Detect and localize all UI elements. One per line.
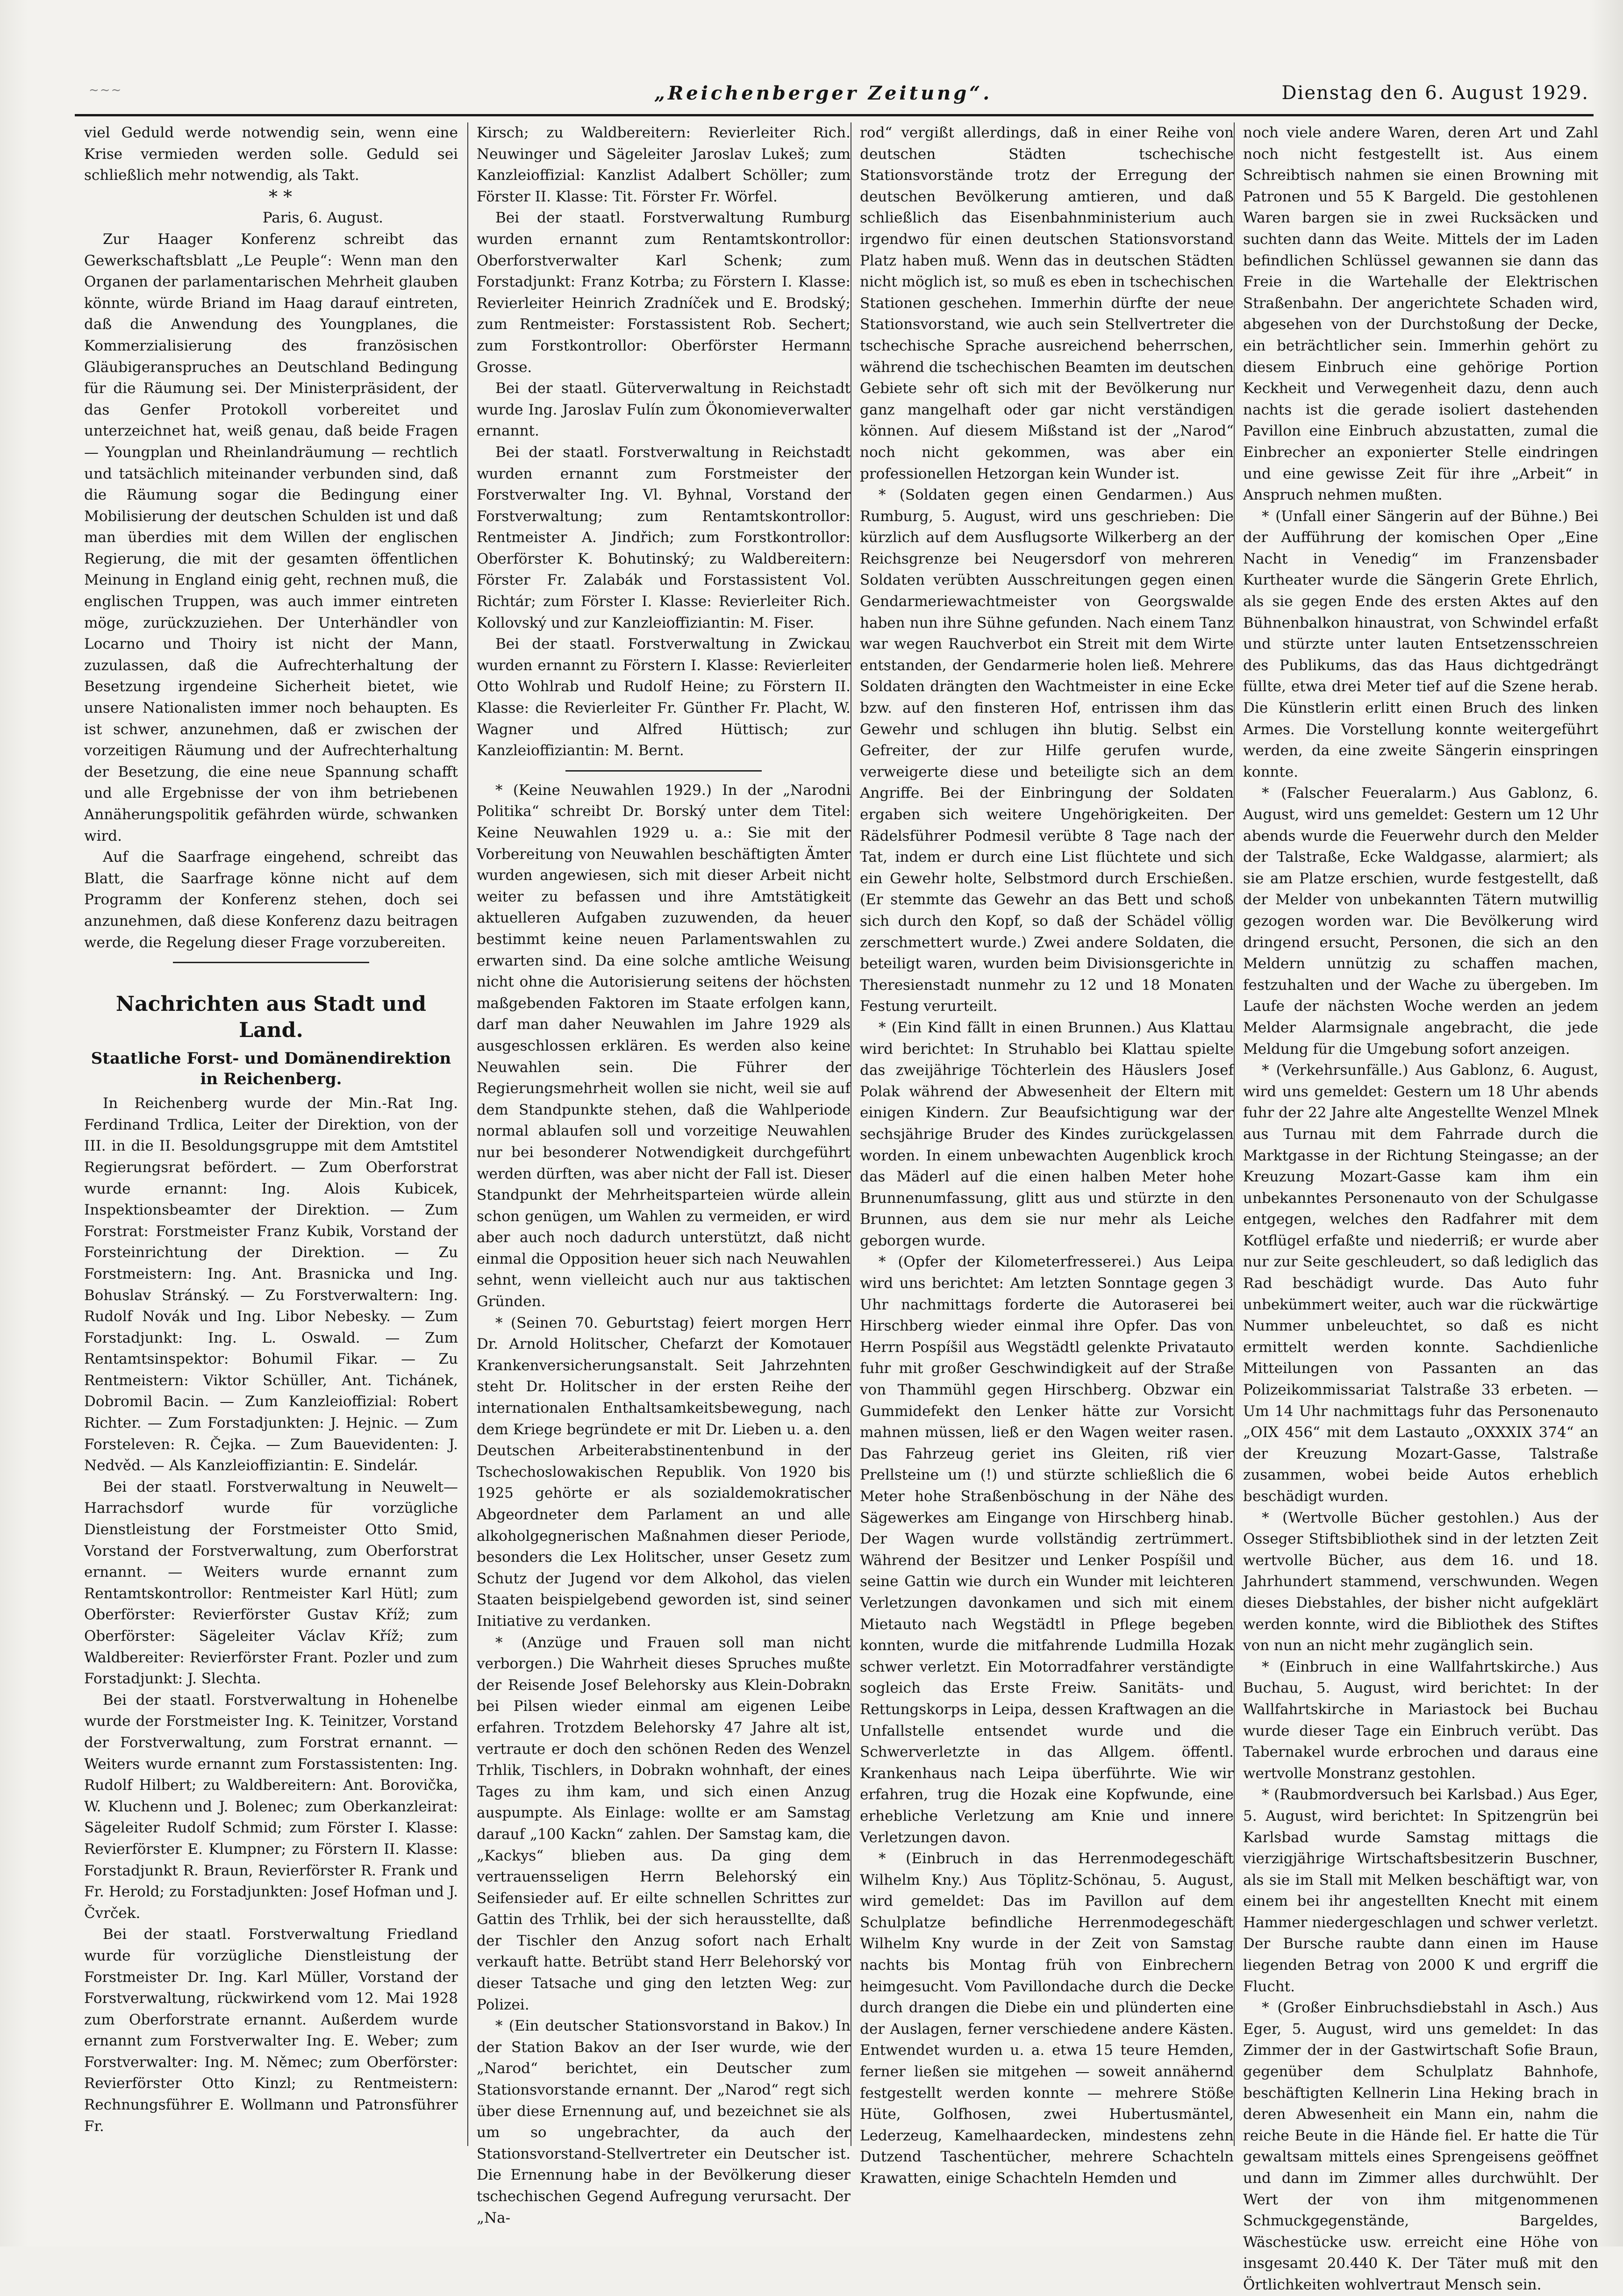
article-paragraph: Bei der staatl. Forstverwaltung Friedland wurde für vorzügliche Dienstleistung der Forstmeister Dr. Ing. Karl Müller, Vorstand der Forstverwaltung, rückwirkend vom 12. Mai 1928 zum Oberforstrate ernannt. Außerdem wurde ernannt zum Forstverwalter Ing. E. Weber; zum Forstverwalter: Ing. M. Němec; zum Oberförster: Revierförster Otto Kinzl; zu Rentmeistern: Rechnungsführer E. Wollmann und Patronsführer Fr. <box>84 1926 458 2135</box>
news-item: rod“ vergißt allerdings, daß in einer Reihe von deutschen Städten tschechische Stationsvorstände trotz der Erregung der deutschen Bevölkerung amtieren, und daß schließlich das Eisenbahnministerium auch irgendwo für einen deutschen Stationsvorstand Platz haben muß. Wenn das in deutschen Städten nicht möglich ist, so muß es eben in tschechischen Stationen geschehen. Immerhin dürfte der neue Stationsvorstand, wie auch sein Stellvertreter die tschechische Sprache ausreichend beherrschen, während die tschechischen Beamten im deutschen Gebiete sehr oft sich mit der Bevölkerung nur ganz mangelhaft oder gar nicht verständigen können. Auf diesem Mißstand ist der „Narod“ noch nicht gekommen, was aber ein professionellen Hetzorgan kein Wunder ist. <box>860 124 1234 482</box>
news-item: * (Keine Neuwahlen 1929.) In der „Narodni Politika“ schreibt Dr. Borský unter dem Titel: Keine Neuwahlen 1929 u. a.: Sie mit der Vorbereitung von Neuwahlen beschäftigten Ämter wurden angewiesen, sich mit dieser Arbeit nicht weiter zu befassen und ihre Amtstätigkeit aktuelleren Aufgaben zuzuwenden, da heuer bestimmt keine neuen Parlamentswahlen zu erwarten sind. Da eine solche amtliche Weisung nicht ohne die Autorisierung seitens der höchsten maßgebenden Faktoren im Staate erfolgen kann, darf man daher Neuwahlen im Jahre 1929 als ausgeschlossen erklären. Es werden also keine Neuwahlen sein. Die Führer der Regierungsmehrheit wollen sie nicht, weil sie auf dem Standpunkte stehen, daß die Wahlperiode normal ablaufen soll und vorzeitige Neuwahlen nur bei besonderer Notwendigkeit durchgeführt werden dürften, was aber nicht der Fall ist. Dieser Standpunkt der Mehrheitsparteien würde allein schon genügen, um Wahlen zu vermeiden, er wird aber auch noch dadurch unterstützt, daß nicht einmal die Opposition heuer sich nach Neuwahlen sehnt, wenn vielleicht auch nur aus taktischen Gründen. <box>477 781 851 1310</box>
issue-date: Dienstag den 6. August 1929. <box>1281 82 1589 104</box>
column-4 <box>1243 122 1598 2293</box>
column-divider <box>1234 122 1235 2146</box>
article-paragraph: viel Geduld werde notwendig sein, wenn eine Krise vermieden werden solle. Geduld sei schließlich mehr notwendig, als Takt. <box>84 124 458 184</box>
article-paragraph: Bei der staatl. Forstverwaltung in Hohenelbe wurde der Forstmeister Ing. K. Teinitzer, Vorstand der Forstverwaltung, zum Forstrat ernannt. — Weiters wurde ernannt zum Forstassistenten: Ing. Rudolf Hilbert; zu Waldbereitern: Ant. Borovička, W. Kluchenn und J. Bolenec; zum Oberkanzleirat: Sägeleiter Rudolf Schmid; zum Förster I. Klasse: Revierförster E. Klumpner; zu Förstern II. Klasse: Forstadjunkt R. Braun, Revierförster R. Frank und Fr. Herold; zu Forstadjunkten: Josef Hofman und J. Čvrček. <box>84 1691 458 1922</box>
article-paragraph: Bei der staatl. Forstverwaltung Rumburg wurden ernannt zum Rentamtskontrollor: Oberforstverwalter Karl Schenk; zum Forstadjunkt: Franz Kotrba; zu Förstern I. Klasse: Revierleiter Heinrich Zradníček und E. Brodský; zum Rentmeister: Forstassistent Rob. Sechert; zum Forstkontrollor: Oberförster Hermann Grosse. <box>477 209 851 376</box>
article-paragraph: Bei der staatl. Forstverwaltung in Neuwelt—Harrachsdorf wurde für vorzügliche Dienstleistung der Forstmeister Otto Smid, Vorstand der Forstverwaltung, zum Oberforstrat ernannt. — Weiters wurde ernannt zum Rentamtskontrollor: Rentmeister Karl Hütl; zum Oberförster: Revierförster Gustav Kříž; zum Oberförster: Sägeleiter Václav Kříž; zum Waldbereiter: Revierförster Frant. Pozler und zum Forstadjunkt: J. Slechta. <box>84 1478 458 1688</box>
article-paragraph: In Reichenberg wurde der Min.-Rat Ing. Ferdinand Trdlica, Leiter der Direktion, von der III. in die II. Besoldungsgruppe mit dem Amtstitel Regierungsrat befördert. — Zum Oberforstrat wurde ernannt: Ing. Alois Kubicek, Inspektionsbeamter der Direktion. — Zum Forstrat: Forstmeister Franz Kubik, Vorstand der Forsteinrichtung der Direktion. — Zu Forstmeistern: Ing. Ant. Brasnicka und Ing. Bohuslav Stránský. — Zu Forstverwaltern: Ing. Rudolf Novák und Ing. Libor Nebesky. — Zum Forstadjunkt: Ing. L. Oswald. — Zum Rentamtsinspektor: Bohumil Fikar. — Zu Rentmeistern: Viktor Schüller, Ant. Tichánek, Dobromil Bacin. — Zum Kanzleioffizial: Robert Richter. — Zum Forstadjunkten: J. Hejnic. — Zum Forsteleven: R. Čejka. — Zum Bauevidenten: J. Nedvěd. — Als Kanzleioffiziantin: E. Sindelár. <box>84 1095 458 1474</box>
article-paragraph: Bei der staatl. Forstverwaltung in Zwickau wurden ernannt zu Förstern I. Klasse: Revierleiter Otto Wohlrab und Rudolf Heine; zu Förstern II. Klasse: die Revierleiter Fr. Günther Fr. Placht, W. Wagner und Alfred Hüttisch; zur Kanzleioffiziantin: M. Bernt. <box>477 636 851 759</box>
news-item: noch viele andere Waren, deren Art und Zahl noch nicht festgestellt ist. Aus einem Schreibtisch nahmen sie einen Browning mit Patronen und 55 K Bargeld. Die gestohlenen Waren bargen sie in zwei Rucksäcken und suchten dann das Weite. Mittels der im Laden befindlichen Schlüssel gewannen sie dann das Freie in die Wartehalle der Elektrischen Straßenbahn. Der angerichtete Schaden wird, abgesehen von der Durchstoßung der Decke, ein beträchtlicher sein. Immerhin gehört zu diesem Einbruch eine gehörige Portion Keckheit und Verwegenheit dazu, denn auch nachts ist die gerade isoliert dastehenden Pavillon eine Einbruch abzustatten, zumal die Einbrecher an exponierter Stelle eindringen und eine gewisse Zeit für ihre „Arbeit“ in Anspruch nehmen mußten. <box>1243 124 1598 504</box>
separator-rule <box>173 962 369 963</box>
news-item: * (Falscher Feueralarm.) Aus Gablonz, 6. August, wird uns gemeldet: Gestern um 12 Uhr abends wurde die Feuerwehr durch den Melder der Talstraße, Ecke Waldgasse, alarmiert; als sie am Platze erschien, wurde festgestellt, daß der Melder von unbekannten Tätern mutwillig gezogen worden war. Die Bevölkerung wird dringend ersucht, Personen, die sich an den Meldern unnützig zu schaffen machen, festzuhalten und der Wache zu übergeben. Im Laufe der nächsten Woche werden an jedem Melder Alarmsignale angebracht, die jede Meldung für die Umgebung sofort anzeigen. <box>1243 785 1598 1058</box>
column-divider <box>467 122 468 2146</box>
news-item: * (Einbruch in das Herrenmodegeschäft Wilhelm Kny.) Aus Töplitz-Schönau, 5. August, wird gemeldet: Das im Pavillon auf dem Schulplatze befindliche Herrenmodegeschäft Wilhelm Kny wurde in der Zeit von Samstag nachts bis Montag früh von Einbrechern heimgesucht. Vom Pavillondache durch die Decke durch drangen die Diebe ein und plünderten eine der Auslagen, ferner verschiedene andere Kästen. Entwendet wurden u. a. etwa 15 teure Hemden, ferner ließen sie mitgehen — soweit annähernd festgestellt werden konnte — mehrere Stöße Hüte, Golfhosen, zwei Hubertusmäntel, Lederzeug, Kamelhaardecken, mindestens zehn Dutzend Taschentücher, mehrere Schachteln Krawatten, einige Schachteln Hemden und <box>860 1850 1234 2187</box>
article-paragraph: Bei der staatl. Güterverwaltung in Reichstadt wurde Ing. Jaroslav Fulín zum Ökonomieverwalter ernannt. <box>477 380 851 440</box>
dateline: Paris, 6. August. <box>262 209 383 227</box>
news-item: * (Seinen 70. Geburtstag) feiert morgen Herr Dr. Arnold Holitscher, Chefarzt der Komotauer Krankenversicherungsanstalt. Seit Jahrzehnten steht Dr. Holitscher in der ersten Reihe der internationalen Enthaltsamkeitsbewegung, nach dem Kriege begründete er mit Dr. Lieben u. a. den Deutschen Arbeiterabstinentenbund in der Tschechoslowakischen Republik. Von 1920 bis 1925 gehörte er als sozialdemokratischer Abgeordneter dem Parlament an und alle alkoholgegnerischen Maßnahmen dieser Periode, besonders die Lex Holitscher, unser Gesetz zum Schutz der Jugend vor dem Alkohol, das vielen Staaten beispielgebend geworden ist, sind seiner Initiative zu verdanken. <box>477 1314 851 1630</box>
news-item: * (Ein Kind fällt in einen Brunnen.) Aus Klattau wird berichtet: In Struhablo bei Klattau spielte das zweijährige Töchterlein des Häuslers Josef Polak während der Abwesenheit der Eltern mit einigen Kindern. Zur Beaufsichtigung war der sechsjährige Bruder des Kindes zurückgelassen worden. In einem unbewachten Augenblick kroch das Mäderl auf die einen halben Meter hohe Brunnenumfassung, glitt aus und stürzte in den Brunnen, aus dem sie nur mehr als Leiche geborgen wurde. <box>860 1019 1234 1249</box>
news-item: * (Verkehrsunfälle.) Aus Gablonz, 6. August, wird uns gemeldet: Gestern um 18 Uhr abends fuhr der 22 Jahre alte Angestellte Wenzel Mlnek aus Turnau mit dem Fahrrade durch die Marktgasse in der Richtung Steingasse; an der Kreuzung Mozart-Gasse kam ihm ein unbekanntes Personenauto von der Schulgasse entgegen, welches den Radfahrer mit dem Kotflügel erfaßte und niederriß; er wurde aber nur zur Seite geschleudert, so daß lediglich das Rad beschädigt wurde. Das Auto fuhr unbekümmert weiter, auch war die rückwärtige Nummer unbeleuchtet, so daß es nicht ermittelt werden konnte. Sachdienliche Mitteilungen von Passanten an das Polizeikommissariat Talstraße 33 erbeten. — Um 14 Uhr nachmittags fuhr das Personenauto „OIX 456“ mit dem Lastauto „OXXXIX 374“ an der Kreuzung Mozart-Gasse, Talstraße zusammen, wobei beide Autos erheblich beschädigt wurden. <box>1243 1062 1598 1505</box>
news-item: * (Opfer der Kilometerfresserei.) Aus Leipa wird uns berichtet: Am letzten Sonntage gegen 3 Uhr nachmittags forderte die Autoraserei bei Hirschberg wieder einmal ihre Opfer. Das von Herrn Pospíšil aus Wegstädtl gelenkte Privatauto fuhr mit großer Geschwindigkeit auf der Straße von Thammühl gegen Hirschberg. Obzwar ein Gummidefekt den Lenker hätte zur Vorsicht mahnen müssen, ließ er den Wagen weiter rasen. Das Fahrzeug geriet ins Gleiten, riß vier Prellsteine um (!) und stürzte schließlich die 6 Meter hohe Straßenböschung in der Nähe des Sägewerkes am Eingange von Hirschberg hinab. Der Wagen wurde vollständig zertrümmert. Während der Besitzer und Lenker Pospíšil und seine Gattin wie durch ein Wunder mit leichteren Verletzungen davonkamen und sich mit einem Mietauto nach Wegstädtl in Pflege begeben konnten, wurde die mitfahrende Ludmilla Hozak schwer verletzt. Ein Motorradfahrer verständigte sogleich das Erste Freiw. Sanitäts- und Rettungskorps in Leipa, dessen Kraftwagen an die Unfallstelle entsendet wurde und die Schwerverletzte in das Allgem. öffentl. Krankenhaus nach Leipa überführte. Wie wir erfahren, trug die Hozak eine Kopfwunde, eine erhebliche Verletzung am Knie und innere Verletzungen davon. <box>860 1253 1234 1846</box>
column-3 <box>860 122 1234 2200</box>
section-stars: * * <box>268 186 293 207</box>
column-2 <box>477 122 851 2226</box>
news-item: * (Großer Einbruchsdiebstahl in Asch.) Aus Eger, 5. August, wird uns gemeldet: In das Zimmer der in der Gastwirtschaft Sofie Braun, gegenüber dem Schulplatz Bahnhofe, beschäftigten Kellnerin Lina Heking brach in deren Abwesenheit ein Mann ein, nahm die reiche Beute in die Hände fiel. Er hatte die Tür gewaltsam mittels eines Sprengeisens geöffnet und dann im Zimmer alles durchwühlt. Der Wert der von ihm mitgenommenen Schmuckgegenstände, Bargeldes, Wäschestücke usw. erreicht eine Höhe von insgesamt 20.440 K. Der Täter muß mit den Örtlichkeiten wohlvertraut Mensch sein. <box>1243 1999 1598 2293</box>
news-item: * (Unfall einer Sängerin auf der Bühne.) Bei der Aufführung der komischen Oper „Eine Nacht in Venedig“ im Franzensbader Kurtheater wurde die Sängerin Grete Ehrlich, als sie gegen Ende des ersten Aktes auf den Bühnenbalkon hinaustrat, von Schwindel erfaßt und stürzte unter lauten Entsetzensschreien des Publikums, das das Haus dichtgedrängt füllte, etwa drei Meter tief auf die Szene herab. Die Künstlerin erlitt einen Bruch des linken Armes. Die Vorstellung konnte weitergeführt werden, da eine zweite Sängerin einspringen konnte. <box>1243 508 1598 780</box>
page-header <box>70 79 1598 111</box>
section-subtitle: Staatliche Forst- und Domänendirektion in Reichenberg. <box>91 1049 451 1089</box>
header-mark: ~~~ <box>89 83 122 97</box>
column-1 <box>84 122 458 2200</box>
news-item: * (Wertvolle Bücher gestohlen.) Aus der Osseger Stiftsbibliothek sind in der letzten Zeit wertvolle Bücher, aus dem 16. und 18. Jahrhundert stammend, verschwunden. Wegen dieses Diebstahles, der bisher nicht aufgeklärt werden konnte, wird die Bibliothek des Stiftes von nun an nicht mehr zugänglich sein. <box>1243 1509 1598 1654</box>
separator-rule <box>565 770 762 772</box>
news-item: * (Raubmordversuch bei Karlsbad.) Aus Eger, 5. August, wird berichtet: In Spitzengrün bei Karlsbad wurde Samstag mittags die vierzigjährige Wirtschaftsbesitzerin Buschner, als sie im Stall mit Melken beschäftigt war, von einem bei ihr angestellten Knecht mit einem Hammer niedergeschlagen und schwer verletzt. Der Bursche raubte dann einen im Hause liegenden Betrag von 2000 K und ergriff die Flucht. <box>1243 1786 1598 1995</box>
header-rule <box>75 114 1594 116</box>
news-item: * (Ein deutscher Stationsvorstand in Bakov.) In der Station Bakov an der Iser wurde, wie der „Narod“ berichtet, ein Deutscher zum Stationsvorstande ernannt. Der „Narod“ regt sich über diese Ernennung auf, und bezeichnet sie als um so ungebrachter, da auch der Stationsvorstand-Stellvertreter ein Deutscher ist. Die Ernennung habe in der Bevölkerung dieser tschechischen Gegend Aufregung verursacht. Der „Na- <box>477 2017 851 2226</box>
article-paragraph: Bei der staatl. Forstverwaltung in Reichstadt wurden ernannt zum Forstmeister der Forstverwalter Ing. Vl. Byhnal, Vorstand der Forstverwaltung; zum Rentamtskontrollor: Rentmeister A. Jindřich; zum Forstkontrollor: Oberförster K. Bohutinský; zu Waldbereitern: Förster Fr. Zalabák und Forstassistent Vol. Richtár; zum Förster I. Klasse: Revierleiter Rich. Kollovský und zur Kanzleioffiziantin: M. Fiser. <box>477 443 851 631</box>
newspaper-name: „Reichenberger Zeitung“. <box>654 82 993 104</box>
news-item: * (Soldaten gegen einen Gendarmen.) Aus Rumburg, 5. August, wird uns geschrieben: Die kürzlich auf dem Ausflugsorte Wilkerberg an der Reichsgrenze bei Neugersdorf von mehreren Soldaten verübten Ausschreitungen gegen einen Gendarmeriewachtmeister von Georgswalde haben nun ihre Sühne gefunden. Nach einem Tanz war wegen Rauchverbot ein Streit mit dem Wirte entstanden, der Gendarmerie holen ließ. Mehrere Soldaten drängten den Wachtmeister in eine Ecke bzw. auf den finsteren Hof, entrissen ihm das Gewehr und schlugen ihn blutig. Selbst ein Gefreiter, der zur Hilfe gerufen wurde, verweigerte diese und beteiligte sich an dem Angriffe. Bei der Einbringung der Soldaten ergaben sich weitere Ungehörigkeiten. Der Rädelsführer Podmesil verübte 8 Tage nach der Tat, indem er durch eine List flüchtete und sich ein Gewehr holte, Selbstmord durch Erschießen. (Er stemmte das Gewehr an das Bett und schoß sich durch den Kopf, so daß der Schädel völlig zerschmettert wurde.) Zwei andere Soldaten, die beteiligt waren, wurden beim Divisionsgerichte in Theresienstadt nunmehr zu 12 und 18 Monaten Festung verurteilt. <box>860 486 1234 1015</box>
article-paragraph: Kirsch; zu Waldbereitern: Revierleiter Rich. Neuwinger und Sägeleiter Jaroslav Lukeš; zum Kanzleioffizial: Kanzlist Adalbert Schöller; zum Förster II. Klasse: Tit. Förster Fr. Wörfel. <box>477 124 851 205</box>
news-item: * (Anzüge und Frauen soll man nicht verborgen.) Die Wahrheit dieses Spruches mußte der Reisende Josef Belehorsky aus Klein-Dobrakn bei Pilsen wieder einmal am eigenen Leibe erfahren. Trotzdem Belehorsky 47 Jahre alt ist, vertraute er doch den schönen Reden des Wenzel Trhlik, Tischlers, in Dobrakn wohnhaft, der eines Tages zu ihm kam, und sich einen Anzug auspumpte. Als Einlage: wollte er am Samstag darauf „100 Kackn“ zahlen. Der Samstag kam, die „Kackys“ blieben aus. Da ging dem vertrauensseligen Herrn Belehorský ein Seifensieder auf. Er eilte schnellen Schrittes zur Gattin des Trhlik, bei der sich herausstellte, daß der Tischler den Anzug sofort nach Erhalt verkauft hatte. Betrübt stand Herr Belehorský vor dieser Tatsache und ging den letzten Weg: zur Polizei. <box>477 1634 851 2013</box>
section-title: Nachrichten aus Stadt und Land. <box>115 992 427 1043</box>
news-item: * (Einbruch in eine Wallfahrtskirche.) Aus Buchau, 5. August, wird berichtet: In der Wallfahrtskirche in Mariastock bei Buchau wurde dieser Tage ein Einbruch verübt. Das Tabernakel wurde erbrochen und daraus eine wertvolle Monstranz gestohlen. <box>1243 1658 1598 1782</box>
article-paragraph: Auf die Saarfrage eingehend, schreibt das Blatt, die Saarfrage könne nicht auf dem Programm der Konferenz stehen, doch sei anzunehmen, daß diese Konferenz dazu beitragen werde, die Regelung dieser Frage vorzubereiten. <box>84 849 458 951</box>
article-paragraph: Zur Haager Konferenz schreibt das Gewerkschaftsblatt „Le Peuple“: Wenn man den Organen der parlamentarischen Mehrheit glauben könnte, würde Briand im Haag darauf eintreten, daß die Anwendung des Youngplanes, die Kommerzialisierung des französischen Gläubigeranspruches an Deutschland Bedingung für die Räumung sei. Der Ministerpräsident, der das Genfer Protokoll vorbereitet und unterzeichnet hat, weiß genau, daß beide Fragen — Youngplan und Rheinlandräumung — rechtlich und tatsächlich miteinander verbunden sind, daß die Räumung sogar die Bedingung einer Mobilisierung der deutschen Schulden ist und daß man überdies mit dem Willen der englischen Regierung, die mit der gesamten öffentlichen Meinung in England einig geht, rechnen muß, die englischen Truppen, was auch immer eintreten möge, zurückzuziehen. Der Unterhändler von Locarno und Thoiry ist nicht der Mann, zuzulassen, daß die Aufrechterhaltung der Besetzung irgendeine Sicherheit bietet, wie unsere Nationalisten immer noch behaupten. Es ist schwer, anzunehmen, daß er zwischen der vorzeitigen Räumung und der Aufrechterhaltung der Besetzung, die eine neue Spannung schafft und alle Ergebnisse der von ihm betriebenen Annäherungspolitik gefährden würde, schwanken wird. <box>84 230 458 844</box>
